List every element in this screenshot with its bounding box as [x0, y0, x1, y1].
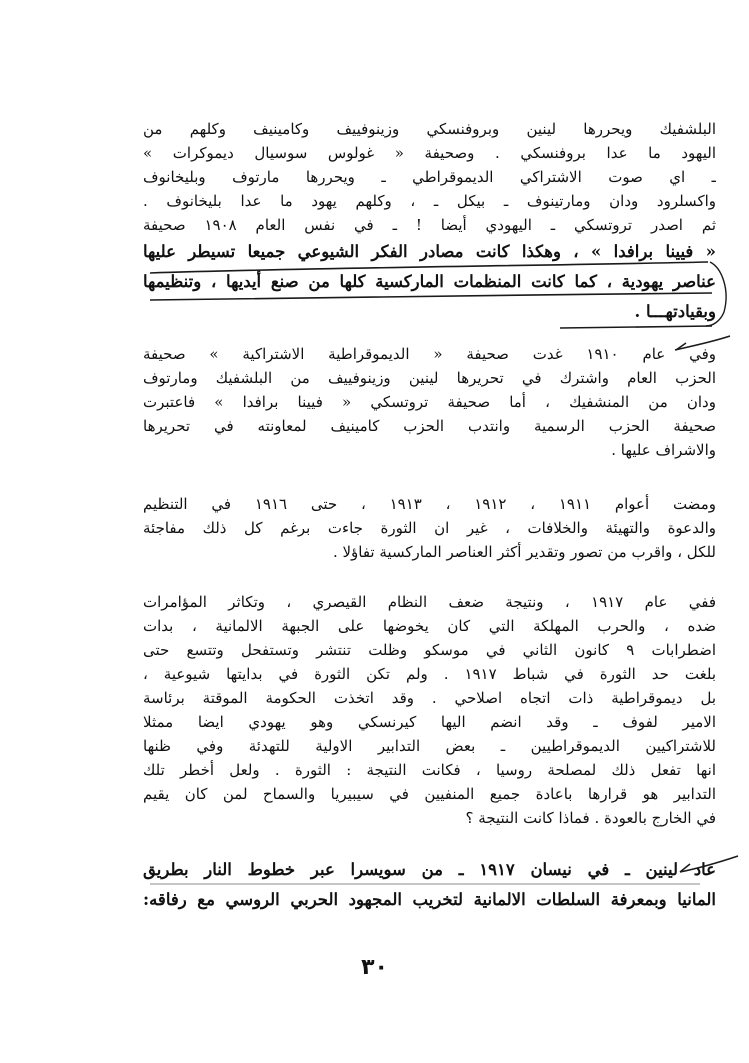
paragraph-1917-revolution	[143, 590, 716, 830]
text-line: البلشفيك ويحررها لينين وبروفنسكي وزينوفييف وكامينيف وكلهم من	[143, 120, 716, 138]
text-line: للاشتراكيين الديموقراطيين ـ بعض التدابير الاولية للتهدئة وفي ظنها	[143, 737, 716, 755]
text-line: ضده ، والحرب المهلكة التي كان يخوضها على الجبهة الالمانية ، بدات	[143, 617, 716, 635]
bold-text-line: المانيا وبمعرفة السلطات الالمانية لتخريب المجهود الحربي الروسي مع رفاقه:	[143, 890, 716, 909]
paragraph-years-1911-1916	[143, 492, 716, 564]
text-line: في الخارج بالعودة . فماذا كانت النتيجة ؟	[465, 809, 716, 827]
text-line: واكسلرود ودان ومارتينوف ـ بيكل ـ ، وكلهم يهود ما عدا بليخانوف .	[143, 192, 716, 210]
text-line: والدعوة والتهيئة والخلافات ، غير ان الثورة جاءت برغم كل ذلك مفاجئة	[143, 519, 716, 537]
paragraph-lenin-return	[143, 855, 716, 915]
text-line: والاشراف عليها .	[611, 441, 716, 459]
paragraph-bolshevik-newspapers	[143, 117, 716, 327]
text-line: اضطرابات ٩ كانون الثاني في موسكو وظلت تنتشر وتستفحل وتتسع حتى	[143, 641, 716, 659]
text-line: وفي عام ١٩١٠ غدت صحيفة « الديموقراطية الاشتراكية » صحيفة	[143, 345, 716, 363]
text-line: ففي عام ١٩١٧ ، ونتيجة ضعف النظام القيصري ، وتكاثر المؤامرات	[143, 593, 716, 611]
underlined-text-line: عناصر يهودية ، كما كانت المنظمات الماركسية كلها من صنع أيديها ، وتنظيمها	[143, 272, 716, 291]
underlined-text-line: وبقيادتهـــا .	[634, 302, 716, 321]
bold-text-line: عاد لينين ـ في نيسان ١٩١٧ ـ من سويسرا عبر خطوط النار بطريق	[143, 860, 716, 879]
text-line: الامير لفوف ـ وقد انضم اليها كيرنسكي وهو يهودي ايضا ممثلا	[143, 713, 716, 731]
text-line: اليهود ما عدا بروفنسكي . وصحيفة « غولوس سوسيال ديموكرات »	[143, 144, 716, 162]
paragraph-1910-newspaper	[143, 342, 716, 462]
page-number: ٣٠	[361, 955, 388, 980]
text-line: للكل ، واقرب من تصور وتقدير أكثر العناصر الماركسية تفاؤلا .	[332, 543, 716, 561]
text-line: صحيفة الحزب الرسمية وانتدب الحزب كامينيف لمعاونته في تحريرها	[143, 417, 716, 435]
text-line: ـ اي صوت الاشتراكي الديموقراطي ـ ويحررها مارتوف وبليخانوف	[143, 168, 716, 186]
underlined-text-line: « فيينا برافدا » ، وهكذا كانت مصادر الفكر الشيوعي جميعا تسيطر عليها	[143, 242, 716, 261]
text-line: ومضت أعوام ١٩١١ ، ١٩١٢ ، ١٩١٣ ، حتى ١٩١٦ في التنظيم	[143, 495, 716, 513]
text-line: بل ديموقراطية ذات اتجاه اصلاحي . وقد اتخذت الحكومة الموقتة برئاسة	[143, 689, 716, 707]
text-line: التدابير هو قرارها باعادة جميع المنفيين في سيبيريا والسماح لمن كان يقيم	[143, 785, 716, 803]
text-line: بلغت حد الثورة في شباط ١٩١٧ . ولم تكن الثورة في بدايتها شيوعية ،	[143, 665, 716, 683]
text-line: الحزب العام واشترك في تحريرها لينين وزينوفييف من البلشفيك ومارتوف	[143, 369, 716, 387]
text-line: انها تفعل ذلك لمصلحة روسيا ، فكانت النتيجة : الثورة . ولعل أخطر تلك	[143, 761, 716, 779]
text-line: ودان من المنشفيك ، أما صحيفة تروتسكي « فيينا برافدا » فاعتبرت	[143, 393, 716, 411]
text-line: ثم اصدر تروتسكي ـ اليهودي أيضا ! ـ في نفس العام ١٩٠٨ صحيفة	[143, 216, 716, 234]
